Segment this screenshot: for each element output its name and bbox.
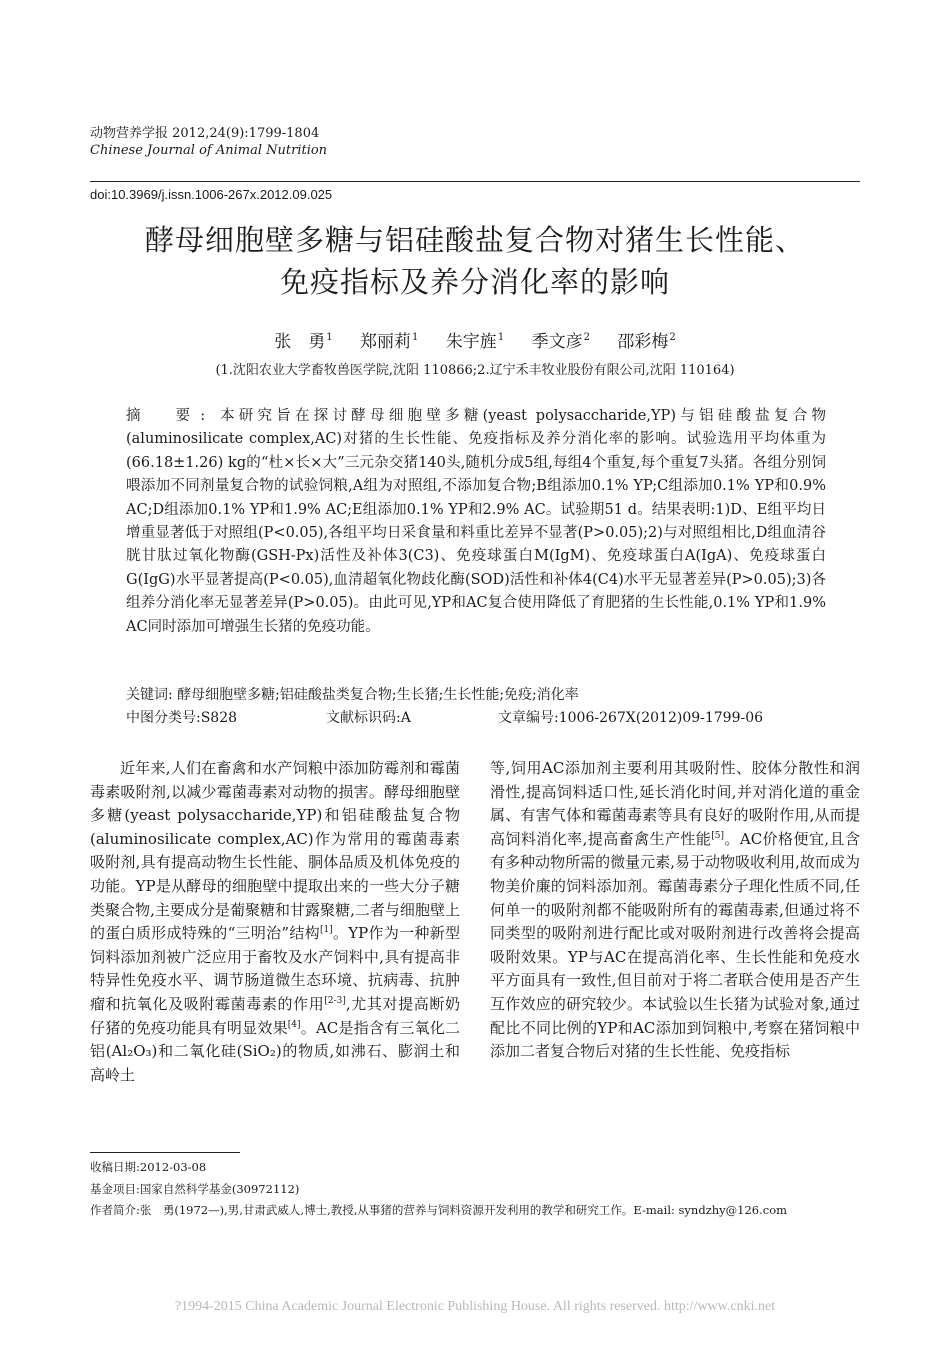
abstract-label: 摘 要: (126, 408, 212, 424)
citation-ref[interactable]: [1] (319, 925, 333, 936)
citation-ref[interactable]: [4] (287, 1019, 301, 1030)
footnote-author: 作者简介:张 勇(1972—),男,甘肃武威人,博士,教授,从事猪的营养与饲料资源开发利用的教学和研究工作。E-mail: syndzhy@126.com (90, 1203, 788, 1217)
article-title-line2: 免疫指标及养分消化率的影响 (279, 265, 670, 299)
body-column-left (90, 757, 460, 1087)
header-rule (90, 181, 860, 182)
author: 朱宇旌$^1$ (445, 332, 505, 352)
author: 张 勇$^1$ (274, 332, 333, 352)
author: 季文彦$^2$ (531, 332, 590, 352)
abstract (126, 405, 826, 639)
keywords (126, 684, 826, 704)
body-paragraph: 等,饲用AC添加剂主要利用其吸附性、胶体分散性和润滑性,提高饲料适口性,延长消化时间,并对消化道的重金属、有害气体和霉菌毒素等具有良好的吸附作用,从而提高饲料消化率,提高畜禽生产性能[5]。AC价格便宜,且含有多种动物所需的微量元素,易于动物吸收利用,故而成为物美价廉的饲料添加剂。霉菌毒素分子理化性质不同,任何单一的吸附剂都不能吸附所有的霉菌毒素,但通过将不同类型的吸附剂进行配比或对吸附剂进行改善将会提高吸附效果。YP与AC在提高消化率、生长性能和免疫水平方面具有一致性,但目前对于将二者联合使用是否产生互作效应的研究较少。本试验以生长猪为试验对象,通过配比不同比例的YP和AC添加到饲粮中,考察在猪饲粮中添加二者复合物后对猪的生长性能、免疫指标 (490, 759, 860, 1061)
footnote-received: 收稿日期:2012-03-08 (90, 1160, 207, 1174)
body-column-right (490, 757, 860, 1064)
copyright-watermark: ?1994-2015 China Academic Journal Electronic Publishing House. All rights reserved. http://www.cnki.net (174, 1299, 776, 1314)
footnote-rule (90, 1152, 240, 1153)
keywords-label: 关键词: (126, 687, 173, 703)
author: 邵彩梅$^2$ (617, 332, 676, 352)
author-list (90, 327, 860, 352)
document-code: 文献标识码:A (326, 710, 411, 726)
footnote-fund: 基金项目:国家自然科学基金(30972112) (90, 1182, 300, 1196)
doi[interactable]: doi:10.3969/j.issn.1006-267x.2012.09.025 (90, 187, 333, 202)
affiliation: (1.沈阳农业大学畜牧兽医学院,沈阳 110866;2.辽宁禾丰牧业股份有限公司,沈阳 110164) (215, 363, 735, 378)
body-paragraph: 近年来,人们在畜禽和水产饲粮中添加防霉剂和霉菌毒素吸附剂,以减少霉菌毒素对动物的损害。酵母细胞壁多糖(yeast polysaccharide,YP)和铝硅酸盐复合物(aluminosilicate complex,AC)作为常用的霉菌毒素吸附剂,具有提高动物生长性能、胴体品质及机体免疫的功能。YP是从酵母的细胞壁中提取出来的一些大分子糖类聚合物,主要成分是葡聚糖和甘露聚糖,二者与细胞壁上的蛋白质形成特殊的“三明治”结构[1]。YP作为一种新型饲料添加剂被广泛应用于畜牧及水产饲料中,具有提高非特异性免疫水平、调节肠道微生态环境、抗病毒、抗肿瘤和抗氧化及吸附霉菌毒素的作用[2-3],尤其对提高断奶仔猪的免疫功能具有明显效果[4]。AC是指含有三氧化二铝(Al₂O₃)和二氧化硅(SiO₂)的物质,如沸石、膨润土和高岭土 (90, 759, 461, 1084)
citation-ref[interactable]: [5] (711, 830, 725, 841)
journal-name-cn: 动物营养学报 2012,24(9):1799-1804 (90, 126, 320, 141)
article-number: 文章编号:1006-267X(2012)09-1799-06 (498, 710, 764, 726)
journal-name-en: Chinese Journal of Animal Nutrition (90, 143, 328, 158)
clc-number: 中图分类号:S828 (126, 710, 238, 726)
abstract-text: 本研究旨在探讨酵母细胞壁多糖(yeast polysaccharide,YP)与铝硅酸盐复合物(aluminosilicate complex,AC)对猪的生长性能、免疫指标及养分消化率的影响。试验选用平均体重为(66.18±1.26) kg的“杜×长×大”三元杂交猪140头,随机分成5组,每组4个重复,每个重复7头猪。各组分别饲喂添加不同剂量复合物的试验饲粮,A组为对照组,不添加复合物;B组添加0.1% YP;C组添加0.1% YP和0.9% AC;D组添加0.1% YP和1.9% AC;E组添加0.1% YP和2.9% AC。试验期51 d。结果表明:1)D、E组平均日增重显著低于对照组(P<0.05),各组平均日采食量和料重比差异不显著(P>0.05);2)与对照组相比,D组血清谷胱甘肽过氧化物酶(GSH-Px)活性及补体3(C3)、免疫球蛋白M(IgM)、免疫球蛋白A(IgA)、免疫球蛋白G(IgG)水平显著提高(P<0.05),血清超氧化物歧化酶(SOD)活性和补体4(C4)水平无显著差异(P>0.05);3)各组养分消化率无显著差异(P>0.05)。由此可见,YP和AC复合使用降低了育肥猪的生长性能,0.1% YP和1.9% AC同时添加可增强生长猪的免疫功能。 (126, 408, 827, 635)
citation-ref[interactable]: [2-3] (324, 995, 346, 1006)
article-title-line1: 酵母细胞壁多糖与铝硅酸盐复合物对猪生长性能、 (144, 223, 805, 257)
author: 郑丽莉$^1$ (360, 332, 419, 352)
keywords-text: 酵母细胞壁多糖;铝硅酸盐类复合物;生长猪;生长性能;免疫;消化率 (177, 687, 579, 703)
